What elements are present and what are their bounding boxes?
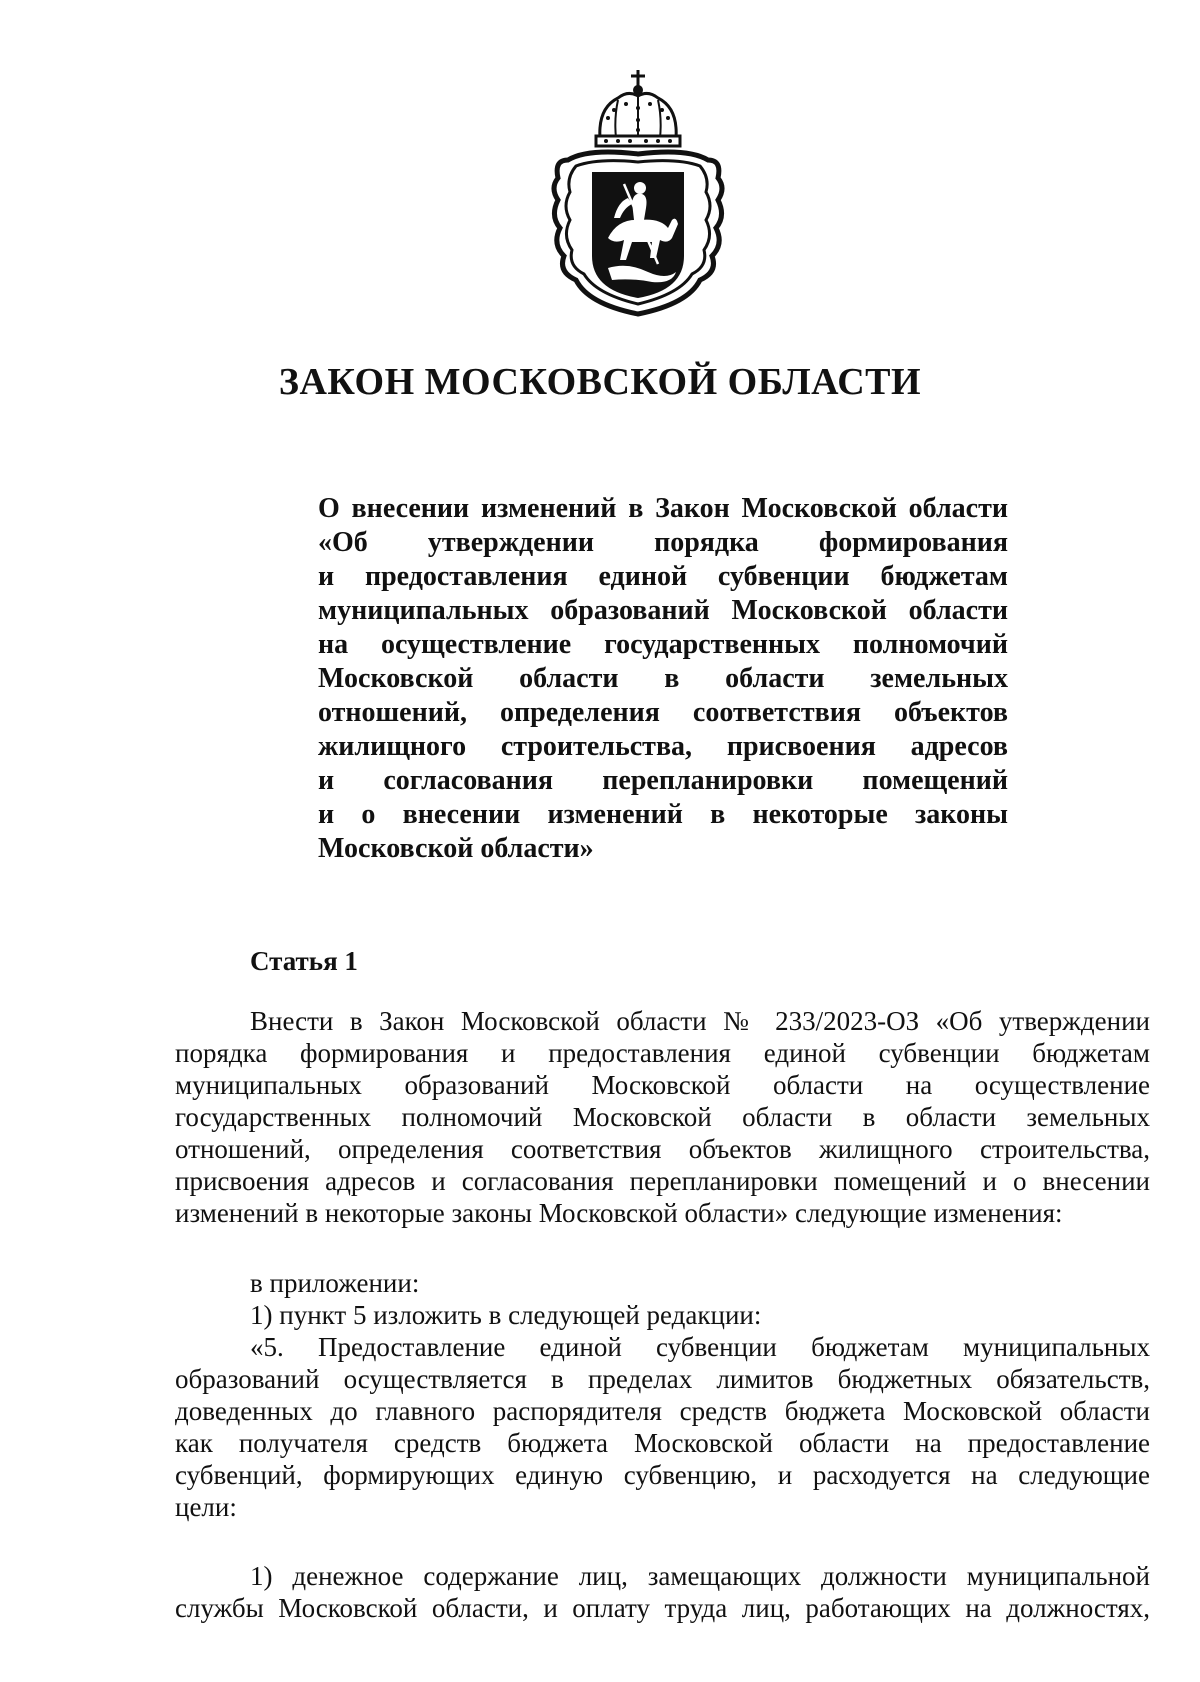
point-5-paragraph [175, 1331, 1150, 1523]
paragraph-line: отношений, определения соответствия объектов жилищного строительства, [175, 1134, 1150, 1164]
point-line: как получателя средств бюджета Московской области на предоставление [175, 1428, 1150, 1458]
point-line: доведенных до главного распорядителя средств бюджета Московской области [175, 1396, 1150, 1426]
paragraph-line: Внести в Закон Московской области № 233/2023-ОЗ «Об утверждении [250, 1006, 1150, 1036]
paragraph-line: изменений в некоторые законы Московской области» следующие изменения: [175, 1198, 1063, 1228]
article-paragraph [175, 1005, 1150, 1229]
subject-line: Московской области» [318, 833, 594, 864]
paragraph-line: государственных полномочий Московской области в области земельных [175, 1102, 1150, 1132]
paragraph-line: муниципальных образований Московской области на осуществление [175, 1070, 1150, 1100]
subject-line: отношений, определения соответствия объектов [318, 697, 1008, 728]
paragraph-line: присвоения адресов и согласования перепланировки помещений и о внесении [175, 1166, 1150, 1196]
item-1-paragraph [175, 1560, 1150, 1624]
annex-line: в приложении: [250, 1268, 420, 1298]
annex-line: 1) пункт 5 изложить в следующей редакции: [250, 1300, 762, 1330]
subject-line: муниципальных образований Московской области [318, 595, 1008, 626]
subject-line: Московской области в области земельных [318, 663, 1008, 694]
item-line: службы Московской области, и оплату труда лиц, работающих на должностях, [175, 1593, 1150, 1623]
subject-line: жилищного строительства, присвоения адресов [318, 731, 1008, 762]
point-line: образований осуществляется в пределах лимитов бюджетных обязательств, [175, 1364, 1150, 1394]
subject-line: на осуществление государственных полномочий [318, 629, 1008, 660]
subject-line: О внесении изменений в Закон Московской области [318, 493, 1008, 524]
law-subject-heading [318, 492, 1008, 866]
subject-line: и предоставления единой субвенции бюджетам [318, 561, 1008, 592]
annex-paragraph [175, 1267, 1150, 1331]
subject-line: и о внесении изменений в некоторые законы [318, 799, 1008, 830]
coat-of-arms-emblem [548, 68, 728, 318]
item-line: 1) денежное содержание лиц, замещающих должности муниципальной [250, 1561, 1150, 1591]
point-line: субвенций, формирующих единую субвенцию, и расходуется на следующие [175, 1460, 1150, 1490]
subject-line: и согласования перепланировки помещений [318, 765, 1008, 796]
paragraph-line: порядка формирования и предоставления единой субвенции бюджетам [175, 1038, 1150, 1068]
point-line: цели: [175, 1492, 237, 1522]
law-title: ЗАКОН МОСКОВСКОЙ ОБЛАСТИ [278, 361, 922, 403]
subject-line: «Об утверждении порядка формирования [318, 527, 1008, 558]
article-heading: Статья 1 [250, 946, 358, 976]
point-line: «5. Предоставление единой субвенции бюджетам муниципальных [250, 1332, 1150, 1362]
